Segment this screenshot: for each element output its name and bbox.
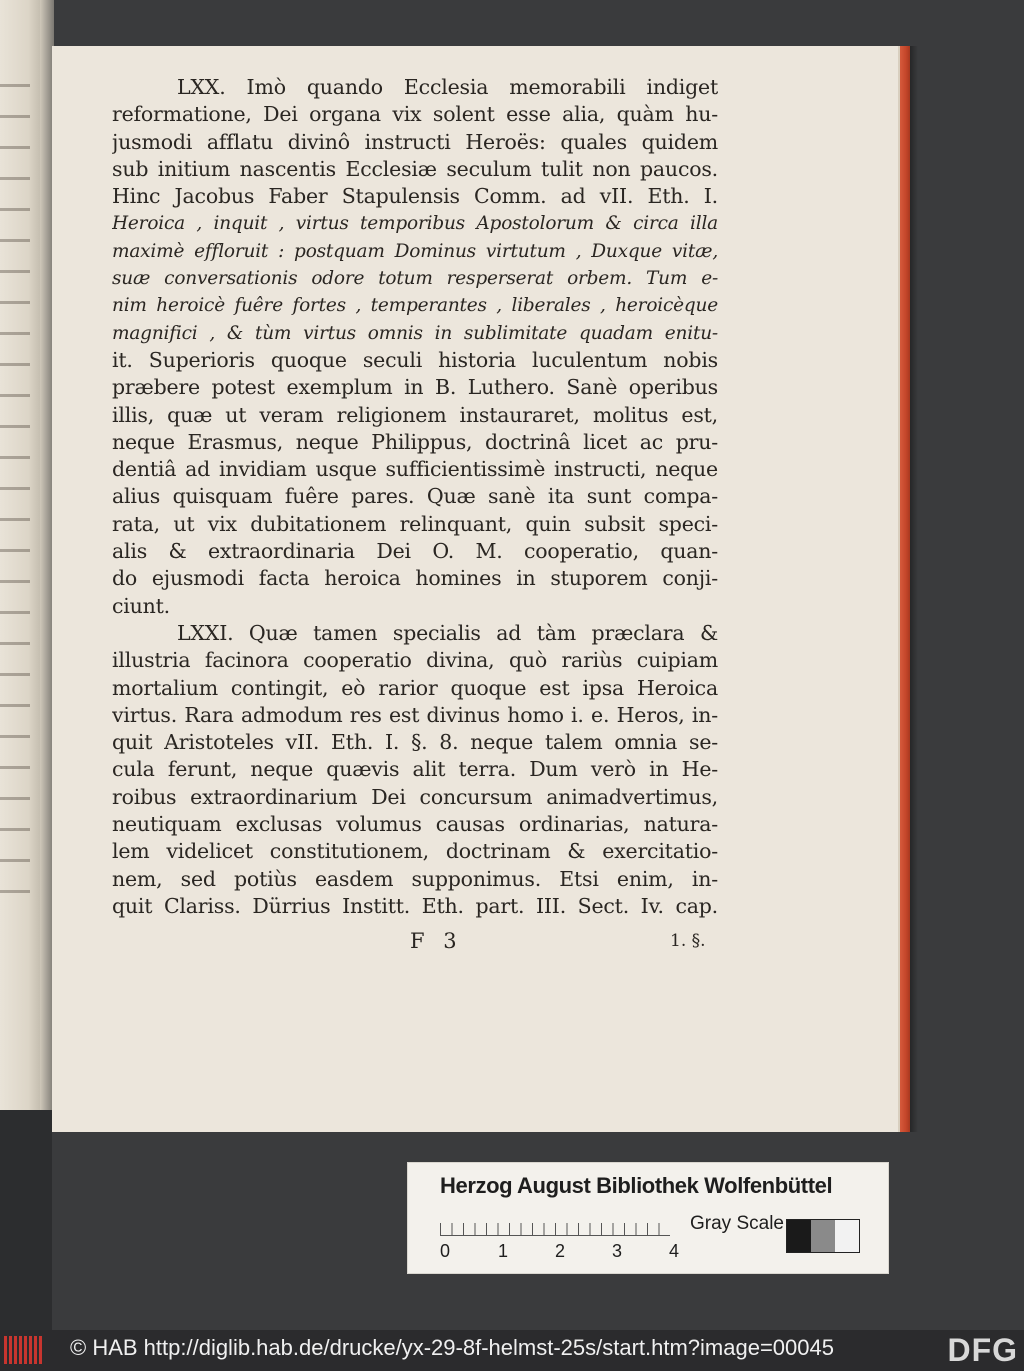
text-line: dentiâ ad invidiam usque sufficientissimè instructi, neque — [112, 457, 718, 482]
red-page-edge — [900, 46, 910, 1132]
text-line: Heroica , inquit , virtus temporibus Apostolorum & circa illa — [112, 213, 718, 235]
text-line: alis & extraordinaria Dei O. M. cooperatio, quan- — [112, 539, 718, 564]
text-line: LXXI. Quæ tamen specialis ad tàm præclara & — [177, 620, 718, 645]
text-line: LXX. Imò quando Ecclesia memorabili indiget — [177, 75, 718, 99]
text-line: reformatione, Dei organa vix solent esse alia, quàm hu- — [112, 102, 718, 127]
page-edge-shadow — [910, 46, 918, 1132]
footer-url-text[interactable]: © HAB http://diglib.hab.de/drucke/yx-29-8f-helmst-25s/start.htm?image=00045 — [70, 1335, 834, 1360]
text-line: maximè effloruit : postquam Dominus virtutum , Duxque vitæ, — [112, 240, 718, 262]
text-line: mortalium contingit, eò rarior quoque est ipsa Heroica — [112, 675, 718, 700]
text-line: roibus extraordinarium Dei concursum animadvertimus, — [112, 784, 718, 809]
text-line: præbere potest exemplum in B. Luthero. Sanè operibus — [112, 375, 718, 400]
barcode-icon — [4, 1336, 44, 1364]
text-line: quit Aristoteles vII. Eth. I. §. 8. neque talem omnia se- — [112, 730, 718, 755]
facing-page-text-fragments — [0, 70, 30, 900]
ruler-number: 0 — [440, 1241, 451, 1261]
text-line: it. Superioris quoque seculi historia luculentum nobis — [112, 347, 718, 372]
text-line: sub initium nascentis Ecclesiæ seculum tulit non paucos. — [112, 156, 718, 181]
text-line: ciunt. — [112, 593, 170, 618]
text-line: quit Clariss. Dürrius Institt. Eth. part. III. Sect. Iv. cap. — [112, 893, 718, 918]
text-line: Hinc Jacobus Faber Stapulensis Comm. ad vII. Eth. I. — [112, 184, 718, 209]
ruler-scale — [440, 1215, 670, 1236]
gray-scale-label: Gray Scale — [690, 1213, 784, 1234]
page-text-block — [112, 74, 718, 920]
text-line: jusmodi afflatu divinô instructi Heroës: quales quidem — [112, 129, 718, 154]
text-line: lem videlicet constitutionem, doctrinam & exercitatio- — [112, 839, 718, 864]
footer-bar — [0, 1330, 1024, 1371]
swatch-dark — [787, 1220, 811, 1252]
ruler-number: 1 — [498, 1241, 509, 1261]
text-line: do ejusmodi facta heroica homines in stuporem conji- — [112, 566, 718, 591]
text-line: alius quisquam fuêre pares. Quæ sanè ita sunt compa- — [112, 484, 718, 509]
gray-scale-swatches — [786, 1219, 860, 1253]
ruler-number: 3 — [612, 1241, 623, 1261]
catchword: 1. §. — [670, 931, 706, 951]
library-label — [407, 1162, 889, 1274]
text-line: rata, ut vix dubitationem relinquant, quin subsit speci- — [112, 511, 718, 536]
text-line: nem, sed potiùs easdem supponimus. Etsi enim, in- — [112, 866, 718, 891]
text-line: illustria facinora cooperatio divina, quò rariùs cuipiam — [112, 648, 718, 673]
ruler-number: 2 — [555, 1241, 566, 1261]
library-name: Herzog August Bibliothek Wolfenbüttel — [440, 1173, 833, 1198]
text-line: neque Erasmus, neque Philippus, doctrinâ licet ac pru- — [112, 429, 718, 454]
text-line: cula ferunt, neque quævis alit terra. Dum verò in He- — [112, 757, 718, 782]
text-line: magnifici , & tùm virtus omnis in sublimitate quadam enitu- — [112, 322, 718, 344]
swatch-mid — [811, 1220, 835, 1252]
dfg-logo: DFG — [947, 1332, 1018, 1368]
text-line: neutiquam exclusas volumus causas ordinarias, natura- — [112, 812, 718, 837]
text-line: virtus. Rara admodum res est divinus homo i. e. Heros, in- — [112, 702, 718, 727]
text-line: nim heroicè fuêre fortes , temperantes , liberales , heroicèque — [112, 295, 718, 317]
ruler-number: 4 — [669, 1241, 680, 1261]
scan-background-left — [0, 1110, 52, 1330]
signature-mark: F 3 — [410, 929, 463, 953]
swatch-light — [835, 1220, 859, 1252]
text-line: illis, quæ ut veram religionem instauraret, molitus est, — [112, 402, 718, 427]
text-line: suæ conversationis odore totum resperserat orbem. Tum e- — [112, 268, 718, 290]
